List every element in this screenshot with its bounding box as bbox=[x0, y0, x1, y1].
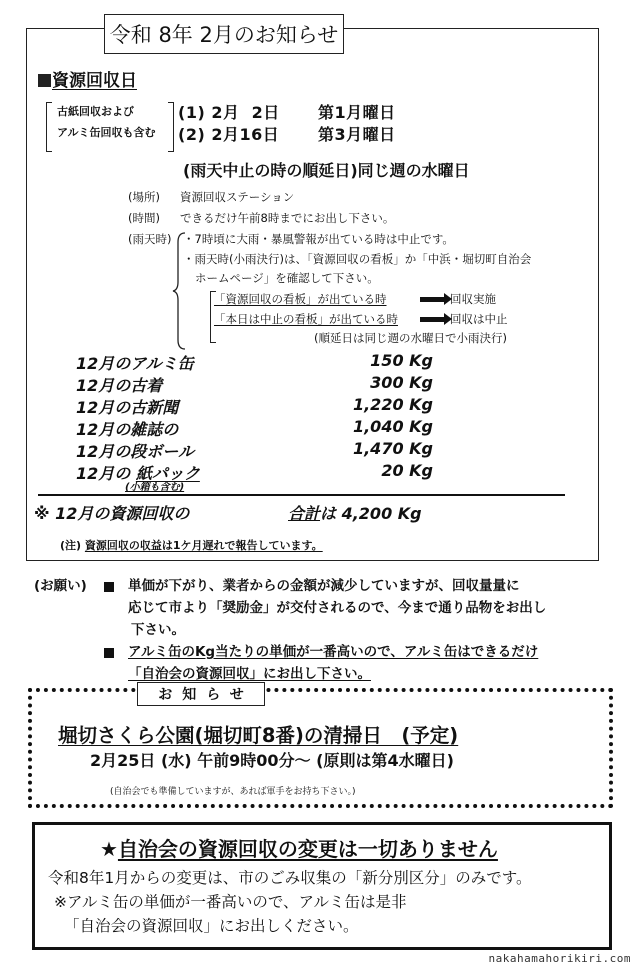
no-change-line-2: ※アルミ缶の単価が一番高いので、アルミ缶は是非 bbox=[54, 893, 407, 911]
stat-label-newspaper: 12月の古新聞 bbox=[76, 398, 179, 417]
date-num: (1) bbox=[178, 103, 206, 122]
request-2-line-1: アルミ缶のKg当たりの単価が一番高いので、アルミ缶はできるだけ bbox=[128, 644, 539, 660]
park-cleanup-date: 2月25日 (水) 午前9時00分～ (原則は第4水曜日) bbox=[90, 751, 454, 770]
section-heading-text: 資源回収日 bbox=[52, 71, 137, 91]
note-prefix: (注) bbox=[60, 539, 82, 552]
notice-label: お知らせ bbox=[158, 687, 254, 703]
page-title bbox=[104, 14, 344, 54]
sign-note: (順延日は同じ週の水曜日で小雨決行) bbox=[314, 331, 507, 345]
left-bracket bbox=[46, 102, 52, 152]
stat-label-underlined: 紙パック bbox=[135, 464, 200, 483]
bracket-label-1: 古紙回収および bbox=[57, 105, 134, 118]
stat-label-clothes: 12月の古着 bbox=[76, 376, 163, 395]
no-change-line-1: 令和8年1月からの変更は、市のごみ収集の「新分別区分」のみです。 bbox=[48, 869, 532, 887]
revenue-note bbox=[60, 537, 323, 553]
stat-value-newspaper: 1,220 Kg bbox=[352, 395, 433, 414]
request-label: (お願い) bbox=[34, 578, 87, 594]
time-value: できるだけ午前8時までにお出し下さい。 bbox=[180, 211, 395, 225]
stat-label-cardboard: 12月の段ボール bbox=[76, 442, 194, 461]
square-bullet-icon bbox=[104, 643, 114, 662]
sign-condition-2: 「本日は中止の看板」が出ている時 bbox=[214, 312, 398, 326]
sign-result-text: 回収は中止 bbox=[450, 312, 508, 326]
page-title-text: 令和 8年 2月のお知らせ bbox=[109, 23, 339, 47]
right-bracket bbox=[168, 102, 174, 152]
date-value: 2月16日 bbox=[211, 125, 280, 144]
no-change-title bbox=[100, 833, 498, 862]
notice-label-box bbox=[137, 682, 265, 706]
place-value: 資源回収ステーション bbox=[180, 190, 295, 204]
bracket-label-2: アルミ缶回収も含む bbox=[57, 126, 156, 139]
time-label: (時間) bbox=[128, 211, 160, 225]
total-divider bbox=[38, 494, 565, 496]
square-bullet-icon bbox=[104, 577, 114, 596]
arrow-right-icon bbox=[420, 297, 446, 302]
park-cleanup-title: 堀切さくら公園(堀切町8番)の清掃日 (予定) bbox=[58, 724, 459, 747]
square-bullet-icon bbox=[38, 74, 51, 87]
request-2-line-2: 「自治会の資源回収」にお出し下さい。 bbox=[128, 666, 371, 682]
total-label: ※ 12月の資源回収の bbox=[34, 504, 190, 523]
no-change-title-text: 自治会の資源回収の変更は一切ありません bbox=[117, 837, 498, 861]
rain-item-2: ・雨天時(小雨決行)は、「資源回収の看板」か「中浜・堀切町自治会 bbox=[183, 252, 532, 266]
footer-url: nakahamahorikiri.com bbox=[488, 952, 631, 965]
stat-value-paperpack: 20 Kg bbox=[381, 461, 433, 480]
note-text: 資源回収の収益は1ケ月遅れで報告しています。 bbox=[84, 539, 323, 552]
sign-result-1 bbox=[420, 291, 496, 307]
section-heading-collection bbox=[38, 66, 137, 91]
rain-postpone-line: (雨天中止の時の順延日)同じ週の水曜日 bbox=[183, 161, 470, 180]
stat-value-clothes: 300 Kg bbox=[370, 373, 433, 392]
rain-item-1: ・7時頃に大雨・暴風警報が出ている時は中止です。 bbox=[183, 232, 454, 246]
sign-result-text: 回収実施 bbox=[450, 292, 496, 306]
total-suffix: は 4,200 Kg bbox=[320, 504, 422, 523]
rain-label: (雨天時) bbox=[128, 232, 172, 246]
sign-result-2 bbox=[420, 311, 508, 327]
stat-value-magazines: 1,040 Kg bbox=[352, 417, 433, 436]
collection-date-2 bbox=[178, 122, 396, 145]
sign-condition-1: 「資源回収の看板」が出ている時 bbox=[214, 292, 387, 306]
arrow-right-icon bbox=[420, 317, 446, 322]
date-value: 2月 2日 bbox=[211, 103, 280, 122]
date-week: 第1月曜日 bbox=[318, 103, 396, 122]
stat-label-alumi: 12月のアルミ缶 bbox=[76, 354, 194, 373]
stat-value-alumi: 150 Kg bbox=[370, 351, 433, 370]
request-1-line-3: 下さい。 bbox=[131, 622, 185, 638]
request-1-line-2: 応じて市より「奨励金」が交付されるので、今まで通り品物をお出し bbox=[128, 600, 547, 616]
rain-item-3: ホームページ」を確認して下さい。 bbox=[195, 271, 379, 285]
no-change-line-3: 「自治会の資源回収」にお出しください。 bbox=[64, 917, 359, 935]
date-num: (2) bbox=[178, 125, 206, 144]
stat-label-prefix: 12月の bbox=[76, 464, 136, 483]
total-value bbox=[288, 501, 422, 524]
date-week: 第3月曜日 bbox=[318, 125, 396, 144]
stat-sub-note: (小箱も含む) bbox=[125, 482, 185, 493]
park-cleanup-note: (自治会でも準備していますが、あれば軍手をお持ち下さい。) bbox=[110, 787, 356, 797]
stat-label-magazines: 12月の雑誌の bbox=[76, 420, 179, 439]
place-label: (場所) bbox=[128, 190, 160, 204]
request-1-line-1: 単価が下がり、業者からの金額が減少していますが、回収量量に bbox=[128, 578, 520, 594]
collection-date-1 bbox=[178, 100, 396, 123]
stat-value-cardboard: 1,470 Kg bbox=[352, 439, 433, 458]
total-key: 合計 bbox=[288, 504, 321, 523]
curly-brace-icon bbox=[172, 232, 186, 350]
star-icon: ★ bbox=[100, 837, 118, 861]
